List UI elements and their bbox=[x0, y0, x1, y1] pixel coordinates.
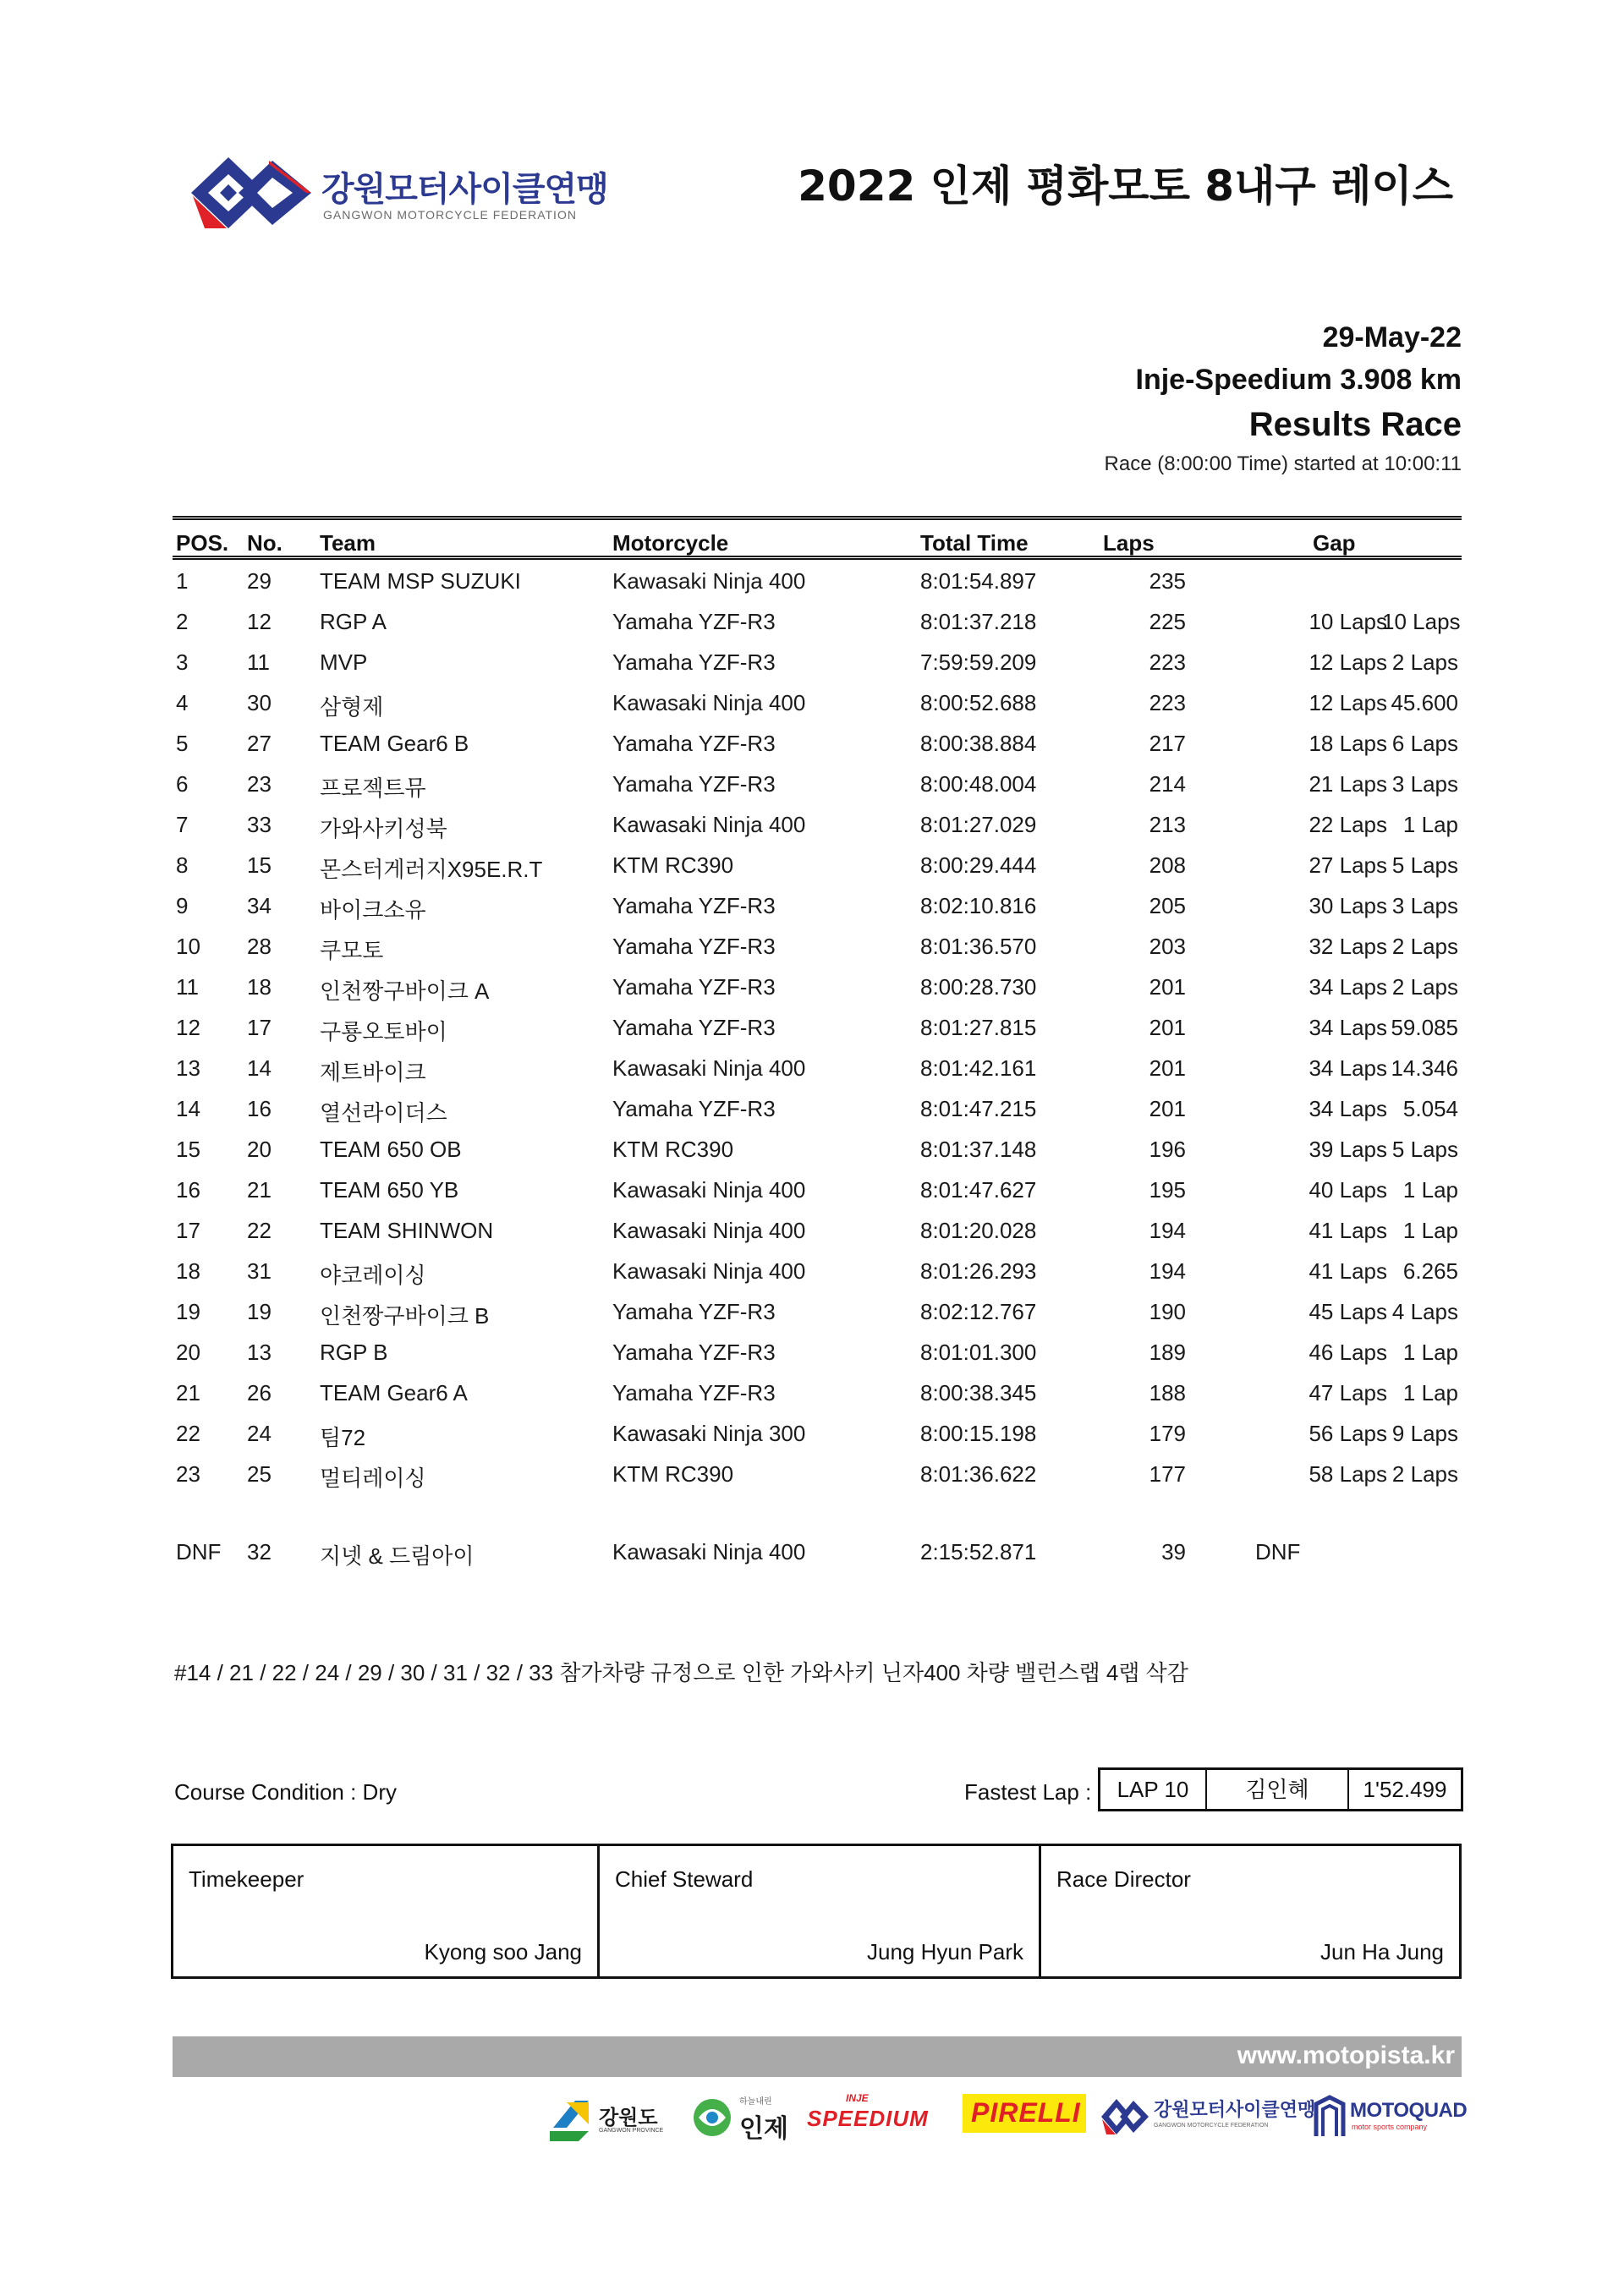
table-row bbox=[173, 885, 1462, 925]
cell-no: 32 bbox=[247, 1539, 272, 1564]
cell-motorcycle: KTM RC390 bbox=[612, 1137, 734, 1162]
cell-total-time: 8:01:47.215 bbox=[920, 1096, 1037, 1121]
cell-gap-previous: 4 Laps bbox=[1391, 1299, 1458, 1324]
cell-laps: 201 bbox=[1149, 1055, 1186, 1081]
sponsor-logos bbox=[550, 2089, 1468, 2148]
table-row bbox=[173, 1088, 1462, 1128]
cell-gap-previous: 9 Laps bbox=[1391, 1421, 1458, 1446]
cell-motorcycle: Kawasaki Ninja 400 bbox=[612, 1177, 806, 1203]
cell-no: 13 bbox=[247, 1340, 272, 1365]
cell-motorcycle: Kawasaki Ninja 400 bbox=[612, 568, 806, 594]
cell-no: 21 bbox=[247, 1177, 272, 1203]
cell-gap-leader: 18 Laps bbox=[1309, 731, 1387, 756]
cell-team: 멀티레이싱 bbox=[320, 1466, 426, 1491]
speedium-top-text: INJE bbox=[846, 2092, 869, 2104]
cell-motorcycle: Yamaha YZF-R3 bbox=[612, 974, 776, 1000]
inje-emblem-icon bbox=[692, 2092, 734, 2143]
cell-total-time: 8:01:26.293 bbox=[920, 1258, 1037, 1284]
balance-lap-note: #14 / 21 / 22 / 24 / 29 / 30 / 31 / 32 / 33 참가차량 규정으로 인한 가와사키 닌자400 차량 밸런스랩 4랩 삭감 bbox=[174, 1660, 1188, 1685]
cell-motorcycle: Yamaha YZF-R3 bbox=[612, 1380, 776, 1406]
motoquad-sub-text: motor sports company bbox=[1352, 2123, 1428, 2131]
cell-no: 20 bbox=[247, 1137, 272, 1162]
cell-motorcycle: Yamaha YZF-R3 bbox=[612, 1299, 776, 1324]
cell-laps: 205 bbox=[1149, 893, 1186, 918]
cell-no: 30 bbox=[247, 690, 272, 715]
kmf-logo bbox=[1100, 2089, 1316, 2148]
inje-text: 인제 bbox=[739, 2115, 788, 2143]
cell-total-time: 8:01:27.029 bbox=[920, 812, 1037, 837]
cell-total-time: 8:01:36.622 bbox=[920, 1461, 1037, 1487]
cell-pos: 9 bbox=[176, 893, 189, 918]
cell-pos: 12 bbox=[176, 1015, 200, 1040]
results-table bbox=[173, 516, 1462, 1571]
cell-pos: 23 bbox=[176, 1461, 200, 1487]
cell-gap-leader: 32 Laps bbox=[1309, 934, 1387, 959]
cell-gap-previous: 14.346 bbox=[1391, 1055, 1458, 1081]
cell-motorcycle: Yamaha YZF-R3 bbox=[612, 893, 776, 918]
page-header bbox=[0, 0, 1624, 254]
federation-name-kr: 강원모터사이클연맹 bbox=[321, 170, 608, 209]
cell-pos: DNF bbox=[176, 1539, 222, 1564]
race-start-info: Race (8:00:00 Time) started at 10:00:11 bbox=[1104, 452, 1462, 475]
cell-laps: 188 bbox=[1149, 1380, 1186, 1406]
cell-no: 22 bbox=[247, 1218, 272, 1243]
cell-pos: 21 bbox=[176, 1380, 200, 1406]
table-row bbox=[173, 722, 1462, 763]
cell-gap-leader: 34 Laps bbox=[1309, 1015, 1387, 1040]
gangwon-emblem-icon bbox=[550, 2094, 592, 2145]
cell-team: TEAM 650 YB bbox=[320, 1177, 459, 1203]
cell-motorcycle: Yamaha YZF-R3 bbox=[612, 609, 776, 634]
cell-pos: 15 bbox=[176, 1137, 200, 1162]
cell-gap-leader: 41 Laps bbox=[1309, 1258, 1387, 1284]
cell-gap-leader: 21 Laps bbox=[1309, 771, 1387, 797]
cell-total-time: 8:00:38.884 bbox=[920, 731, 1037, 756]
cell-pos: 16 bbox=[176, 1177, 200, 1203]
cell-motorcycle: Yamaha YZF-R3 bbox=[612, 934, 776, 959]
table-row bbox=[173, 1331, 1462, 1372]
table-row bbox=[173, 600, 1462, 641]
table-row bbox=[173, 966, 1462, 1006]
cell-gap-leader: 56 Laps bbox=[1309, 1421, 1387, 1446]
event-title: 2022 인제 평화모토 8내구 레이스 bbox=[798, 162, 1453, 211]
federation-emblem-icon bbox=[188, 154, 315, 232]
table-row bbox=[173, 1128, 1462, 1169]
col-total-time-header: Total Time bbox=[920, 530, 1029, 556]
table-row bbox=[173, 1250, 1462, 1290]
cell-gap-leader: 30 Laps bbox=[1309, 893, 1387, 918]
cell-gap-leader: 45 Laps bbox=[1309, 1299, 1387, 1324]
cell-team: 인천짱구바이크 B bbox=[320, 1303, 490, 1329]
cell-total-time: 8:01:01.300 bbox=[920, 1340, 1037, 1365]
cell-motorcycle: Kawasaki Ninja 400 bbox=[612, 1055, 806, 1081]
cell-gap-previous: 10 Laps bbox=[1382, 609, 1461, 634]
col-laps-header: Laps bbox=[1103, 530, 1155, 556]
race-date: 29-May-22 bbox=[1322, 321, 1462, 353]
table-row bbox=[173, 1209, 1462, 1250]
cell-laps: 194 bbox=[1149, 1258, 1186, 1284]
cell-motorcycle: Kawasaki Ninja 400 bbox=[612, 1539, 806, 1564]
kmf-text: 강원모터사이클연맹 bbox=[1154, 2099, 1316, 2120]
cell-team: TEAM Gear6 B bbox=[320, 731, 469, 756]
cell-gap-previous: 59.085 bbox=[1391, 1015, 1458, 1040]
cell-team: RGP B bbox=[320, 1340, 388, 1365]
cell-motorcycle: Yamaha YZF-R3 bbox=[612, 771, 776, 797]
track-info: Inje-Speedium 3.908 km bbox=[1135, 364, 1462, 396]
cell-no: 17 bbox=[247, 1015, 272, 1040]
table-row bbox=[173, 763, 1462, 803]
cell-gap-leader: 12 Laps bbox=[1309, 649, 1387, 675]
speedium-text: SPEEDIUM bbox=[807, 2106, 929, 2131]
cell-gap-leader: 34 Laps bbox=[1309, 1055, 1387, 1081]
cell-laps: 189 bbox=[1149, 1340, 1186, 1365]
cell-team: TEAM SHINWON bbox=[320, 1218, 494, 1243]
cell-gap-previous: 6.265 bbox=[1402, 1258, 1458, 1284]
table-row bbox=[173, 925, 1462, 966]
fastest-lap-number: LAP 10 bbox=[1100, 1770, 1207, 1809]
col-gap-header: Gap bbox=[1313, 530, 1356, 556]
official-timekeeper bbox=[173, 1846, 600, 1976]
kmf-en-text: GANGWON MOTORCYCLE FEDERATION bbox=[1154, 2123, 1269, 2129]
cell-pos: 11 bbox=[176, 974, 199, 1000]
cell-laps: 190 bbox=[1149, 1299, 1186, 1324]
cell-total-time: 8:01:37.218 bbox=[920, 609, 1037, 634]
cell-gap-previous: 1 Lap bbox=[1402, 812, 1458, 837]
fastest-lap-time: 1'52.499 bbox=[1363, 1777, 1447, 1802]
cell-laps: 203 bbox=[1149, 934, 1186, 959]
cell-gap-previous: 3 Laps bbox=[1391, 771, 1458, 797]
footer-url: www.motopista.kr bbox=[1237, 2041, 1455, 2069]
cell-team: 야코레이싱 bbox=[320, 1263, 426, 1288]
official-role: Chief Steward bbox=[615, 1866, 754, 1892]
cell-motorcycle: Kawasaki Ninja 400 bbox=[612, 690, 806, 715]
cell-laps: 177 bbox=[1149, 1461, 1186, 1487]
cell-gap-previous: 1 Lap bbox=[1402, 1340, 1458, 1365]
cell-no: 11 bbox=[247, 649, 270, 675]
cell-gap-previous: 5 Laps bbox=[1391, 852, 1458, 878]
cell-pos: 20 bbox=[176, 1340, 200, 1365]
cell-no: 14 bbox=[247, 1055, 272, 1081]
gangwon-sub-text: GANGWON PROVINCE bbox=[599, 2128, 664, 2134]
official-chief-steward bbox=[600, 1846, 1041, 1976]
cell-laps: 194 bbox=[1149, 1218, 1186, 1243]
cell-gap-previous: 2 Laps bbox=[1391, 1461, 1458, 1487]
fastest-lap-label: Fastest Lap : bbox=[964, 1779, 1092, 1805]
cell-gap-leader: 12 Laps bbox=[1309, 690, 1387, 715]
cell-laps: 217 bbox=[1149, 731, 1186, 756]
cell-pos: 5 bbox=[176, 731, 189, 756]
cell-total-time: 8:01:20.028 bbox=[920, 1218, 1037, 1243]
col-team-header: Team bbox=[320, 530, 376, 556]
cell-laps: 214 bbox=[1149, 771, 1186, 797]
row-spacer bbox=[173, 1493, 1462, 1531]
cell-team: 지넷 & 드림아이 bbox=[320, 1543, 475, 1569]
cell-team: 몬스터게러지X95E.R.T bbox=[320, 857, 543, 882]
cell-laps: 213 bbox=[1149, 812, 1186, 837]
cell-no: 27 bbox=[247, 731, 272, 756]
cell-team: 프로젝트뮤 bbox=[320, 775, 426, 801]
table-row bbox=[173, 1006, 1462, 1047]
cell-team: 인천짱구바이크 A bbox=[320, 978, 490, 1004]
cell-no: 31 bbox=[247, 1258, 272, 1284]
cell-no: 23 bbox=[247, 771, 272, 797]
cell-pos: 14 bbox=[176, 1096, 200, 1121]
fastest-lap-box bbox=[1098, 1767, 1463, 1811]
cell-pos: 8 bbox=[176, 852, 189, 878]
cell-no: 26 bbox=[247, 1380, 272, 1406]
cell-pos: 19 bbox=[176, 1299, 200, 1324]
cell-laps: 179 bbox=[1149, 1421, 1186, 1446]
table-row bbox=[173, 1169, 1462, 1209]
cell-total-time: 8:00:28.730 bbox=[920, 974, 1037, 1000]
cell-pos: 4 bbox=[176, 690, 189, 715]
cell-gap-previous: 3 Laps bbox=[1391, 893, 1458, 918]
motoquad-logo bbox=[1313, 2089, 1468, 2148]
official-name: Kyong soo Jang bbox=[424, 1939, 582, 1964]
cell-total-time: 8:01:27.815 bbox=[920, 1015, 1037, 1040]
gangwon-logo bbox=[550, 2089, 677, 2148]
cell-team: RGP A bbox=[320, 609, 387, 634]
cell-gap-previous: 1 Lap bbox=[1402, 1218, 1458, 1243]
cell-laps: 196 bbox=[1149, 1137, 1186, 1162]
official-name: Jun Ha Jung bbox=[1320, 1939, 1444, 1964]
cell-gap-previous: 6 Laps bbox=[1391, 731, 1458, 756]
dnf-row bbox=[173, 1531, 1462, 1571]
cell-gap-previous: 5 Laps bbox=[1391, 1137, 1458, 1162]
cell-total-time: 8:00:52.688 bbox=[920, 690, 1037, 715]
cell-laps: 223 bbox=[1149, 649, 1186, 675]
cell-pos: 3 bbox=[176, 649, 189, 675]
cell-laps: 235 bbox=[1149, 568, 1186, 594]
cell-gap-previous: 2 Laps bbox=[1391, 934, 1458, 959]
cell-team: 구룡오토바이 bbox=[320, 1019, 447, 1044]
results-rows bbox=[173, 560, 1462, 1493]
cell-team: 삼형제 bbox=[320, 694, 384, 720]
cell-gap-leader: 10 Laps bbox=[1309, 609, 1387, 634]
table-row bbox=[173, 641, 1462, 682]
official-role: Timekeeper bbox=[189, 1866, 304, 1892]
cell-laps: 223 bbox=[1149, 690, 1186, 715]
cell-motorcycle: Yamaha YZF-R3 bbox=[612, 731, 776, 756]
cell-pos: 10 bbox=[176, 934, 200, 959]
cell-total-time: 8:01:37.148 bbox=[920, 1137, 1037, 1162]
cell-no: 29 bbox=[247, 568, 272, 594]
motoquad-text: MOTOQUAD bbox=[1350, 2099, 1468, 2122]
federation-name-en: GANGWON MOTORCYCLE FEDERATION bbox=[323, 208, 577, 222]
cell-gap-leader: 58 Laps bbox=[1309, 1461, 1387, 1487]
inje-logo bbox=[692, 2089, 793, 2148]
cell-no: 15 bbox=[247, 852, 272, 878]
cell-gap-leader: 40 Laps bbox=[1309, 1177, 1387, 1203]
results-table-header bbox=[173, 516, 1462, 560]
cell-total-time: 8:02:10.816 bbox=[920, 893, 1037, 918]
cell-status: DNF bbox=[1255, 1539, 1301, 1564]
cell-motorcycle: KTM RC390 bbox=[612, 852, 734, 878]
cell-pos: 22 bbox=[176, 1421, 200, 1446]
cell-gap-leader: 34 Laps bbox=[1309, 1096, 1387, 1121]
pirelli-logo bbox=[963, 2089, 1086, 2148]
table-row bbox=[173, 1412, 1462, 1453]
federation-logo bbox=[188, 151, 611, 235]
cell-no: 16 bbox=[247, 1096, 272, 1121]
cell-team: 가와사키성북 bbox=[320, 816, 447, 841]
table-row bbox=[173, 844, 1462, 885]
cell-total-time: 8:01:42.161 bbox=[920, 1055, 1037, 1081]
cell-pos: 7 bbox=[176, 812, 189, 837]
cell-gap-previous: 5.054 bbox=[1402, 1096, 1458, 1121]
cell-pos: 2 bbox=[176, 609, 189, 634]
cell-total-time: 8:00:38.345 bbox=[920, 1380, 1037, 1406]
cell-pos: 6 bbox=[176, 771, 189, 797]
cell-motorcycle: Yamaha YZF-R3 bbox=[612, 1015, 776, 1040]
cell-team: TEAM Gear6 A bbox=[320, 1380, 468, 1406]
cell-no: 19 bbox=[247, 1299, 272, 1324]
cell-gap-leader: 41 Laps bbox=[1309, 1218, 1387, 1243]
cell-team: MVP bbox=[320, 649, 368, 675]
table-row bbox=[173, 560, 1462, 600]
cell-gap-leader: 46 Laps bbox=[1309, 1340, 1387, 1365]
cell-motorcycle: Kawasaki Ninja 400 bbox=[612, 1218, 806, 1243]
course-condition: Course Condition : Dry bbox=[174, 1779, 397, 1805]
cell-no: 25 bbox=[247, 1461, 272, 1487]
cell-gap-previous: 1 Lap bbox=[1402, 1380, 1458, 1406]
cell-motorcycle: Kawasaki Ninja 400 bbox=[612, 1258, 806, 1284]
cell-motorcycle: KTM RC390 bbox=[612, 1461, 734, 1487]
cell-motorcycle: Kawasaki Ninja 300 bbox=[612, 1421, 806, 1446]
cell-pos: 17 bbox=[176, 1218, 200, 1243]
official-name: Jung Hyun Park bbox=[867, 1939, 1023, 1964]
cell-total-time: 2:15:52.871 bbox=[920, 1539, 1037, 1564]
table-row bbox=[173, 682, 1462, 722]
cell-pos: 1 bbox=[176, 568, 189, 594]
cell-gap-previous: 2 Laps bbox=[1391, 649, 1458, 675]
motoquad-emblem-icon bbox=[1313, 2094, 1347, 2140]
cell-no: 33 bbox=[247, 812, 272, 837]
cell-team: 열선라이더스 bbox=[320, 1100, 447, 1126]
cell-no: 28 bbox=[247, 934, 272, 959]
cell-motorcycle: Yamaha YZF-R3 bbox=[612, 1340, 776, 1365]
results-title: Results Race bbox=[1248, 406, 1462, 443]
cell-total-time: 8:01:54.897 bbox=[920, 568, 1037, 594]
cell-no: 18 bbox=[247, 974, 272, 1000]
kmf-emblem-icon bbox=[1100, 2096, 1150, 2138]
gangwon-text: 강원도 bbox=[599, 2107, 658, 2129]
cell-team: TEAM 650 OB bbox=[320, 1137, 462, 1162]
cell-total-time: 8:00:48.004 bbox=[920, 771, 1037, 797]
cell-laps: 201 bbox=[1149, 1015, 1186, 1040]
cell-laps: 201 bbox=[1149, 974, 1186, 1000]
fastest-lap-rider: 김인혜 bbox=[1207, 1770, 1349, 1809]
cell-team: 제트바이크 bbox=[320, 1060, 426, 1085]
cell-team: 팀72 bbox=[320, 1425, 366, 1450]
cell-team: 바이크소유 bbox=[320, 897, 426, 923]
cell-laps: 195 bbox=[1149, 1177, 1186, 1203]
cell-gap-previous: 45.600 bbox=[1391, 690, 1458, 715]
pirelli-text: PIRELLI bbox=[971, 2097, 1081, 2128]
official-role: Race Director bbox=[1056, 1866, 1191, 1892]
table-row bbox=[173, 1372, 1462, 1412]
footer-bar bbox=[173, 2036, 1462, 2077]
cell-gap-leader: 39 Laps bbox=[1309, 1137, 1387, 1162]
table-row bbox=[173, 1453, 1462, 1493]
cell-gap-leader: 27 Laps bbox=[1309, 852, 1387, 878]
cell-total-time: 8:00:29.444 bbox=[920, 852, 1037, 878]
cell-gap-leader: 47 Laps bbox=[1309, 1380, 1387, 1406]
cell-laps: 208 bbox=[1149, 852, 1186, 878]
cell-no: 12 bbox=[247, 609, 272, 634]
cell-total-time: 8:00:15.198 bbox=[920, 1421, 1037, 1446]
inje-small-text: 하늘내린 bbox=[739, 2097, 772, 2107]
cell-gap-previous: 1 Lap bbox=[1402, 1177, 1458, 1203]
col-no-header: No. bbox=[247, 530, 283, 556]
cell-motorcycle: Kawasaki Ninja 400 bbox=[612, 812, 806, 837]
table-row bbox=[173, 1047, 1462, 1088]
cell-team: TEAM MSP SUZUKI bbox=[320, 568, 521, 594]
cell-laps: 201 bbox=[1149, 1096, 1186, 1121]
cell-pos: 13 bbox=[176, 1055, 200, 1081]
cell-no: 34 bbox=[247, 893, 272, 918]
col-pos-header: POS. bbox=[176, 530, 229, 556]
official-race-director bbox=[1041, 1846, 1459, 1976]
cell-gap-leader: 22 Laps bbox=[1309, 812, 1387, 837]
cell-total-time: 8:01:47.627 bbox=[920, 1177, 1037, 1203]
cell-total-time: 8:01:36.570 bbox=[920, 934, 1037, 959]
cell-laps: 225 bbox=[1149, 609, 1186, 634]
cell-gap-leader: 34 Laps bbox=[1309, 974, 1387, 1000]
cell-no: 24 bbox=[247, 1421, 272, 1446]
cell-total-time: 7:59:59.209 bbox=[920, 649, 1037, 675]
cell-team: 쿠모토 bbox=[320, 938, 384, 963]
officials-table bbox=[171, 1844, 1462, 1979]
cell-motorcycle: Yamaha YZF-R3 bbox=[612, 649, 776, 675]
cell-gap-previous: 2 Laps bbox=[1391, 974, 1458, 1000]
cell-total-time: 8:02:12.767 bbox=[920, 1299, 1037, 1324]
table-row bbox=[173, 803, 1462, 844]
speedium-logo bbox=[804, 2089, 952, 2148]
cell-laps: 39 bbox=[1161, 1539, 1186, 1564]
cell-motorcycle: Yamaha YZF-R3 bbox=[612, 1096, 776, 1121]
cell-pos: 18 bbox=[176, 1258, 200, 1284]
col-motorcycle-header: Motorcycle bbox=[612, 530, 729, 556]
table-row bbox=[173, 1290, 1462, 1331]
